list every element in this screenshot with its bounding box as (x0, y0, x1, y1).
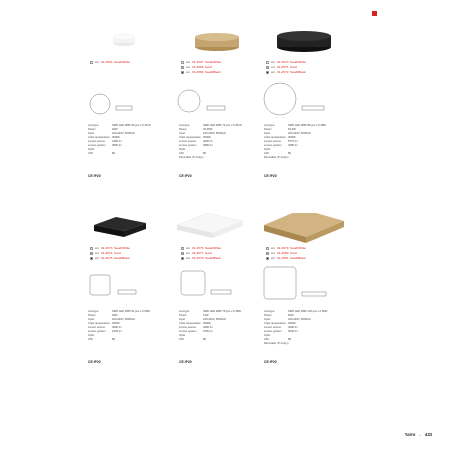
product-photo (177, 27, 259, 59)
spec-table: Led type SMD LED 2835 54 pcs x 0,56W Power 30W Input 220-240V, 50/60Hz Color temperature 3000K Lumen source 3600 lm Lumen system 2345 lm Optic CRI 80 (88, 310, 150, 342)
page-number: 433 (425, 432, 432, 437)
technical-drawing (86, 79, 168, 119)
product-card-2 (177, 27, 259, 177)
spec-row: Led type SMD LED 2835 96 pcs x 0,48 W (88, 124, 151, 127)
footer-brand: Yarro (404, 432, 416, 437)
spec-table: Led type SMD LED 2835 88 pcs x 0,48W Power 53,3W Input 220-240V, 50/60Hz Color temperature 3000K Lumen source 5770 lm Lumen system 3280 lm Optic CRI 80 Dimmable (Tr./rssp) ◐ (264, 124, 326, 160)
spec-row: Power 20W (88, 128, 118, 132)
certification-marks: CE IP20 (179, 360, 192, 364)
certification-marks: CE IP20 (88, 360, 101, 364)
article-list (181, 60, 261, 75)
dimmable-icon: ◐ (288, 156, 290, 160)
article-ref: art. 01-2566 Sand/Black (181, 70, 261, 75)
color-swatch (90, 61, 93, 64)
product-card-1 (86, 27, 168, 177)
certification-marks: CE IP20 (264, 360, 277, 364)
product-card-4 (86, 213, 168, 363)
technical-drawing (177, 265, 259, 305)
article-list: art. 01-2570 Sand/White art. 01-2571 Gold art. 01-2572 Sand/Black (266, 60, 346, 75)
article-ref: art. 01-2567 Sand/White (181, 60, 261, 65)
article-code: 01-2564 (101, 60, 113, 64)
article-list: art. 01-2576 Sand/White art. 01-2577 Gold art. 01-2578 Sand/Black (181, 246, 261, 261)
product-card-6 (262, 213, 344, 363)
certification-marks: CE IP20 (88, 174, 101, 178)
product-photo (86, 213, 168, 245)
certification-marks: CE IP20 (179, 174, 192, 178)
dimmable-icon: ◐ (288, 342, 290, 346)
spec-row: Input 220-240V, 50/60Hz (88, 132, 135, 136)
spec-row: Lumen source 2480 lm (88, 140, 122, 144)
page-footer (405, 432, 432, 437)
product-card-3 (262, 27, 344, 177)
article-ref (90, 60, 170, 65)
spec-row: CRI 80 (88, 152, 115, 156)
technical-drawing (177, 79, 259, 119)
dimmable-icon: ◐ (203, 156, 205, 160)
spec-table (88, 124, 168, 156)
article-list (90, 60, 170, 65)
spec-table: Led type SMD LED 2835 72 pcs x 0,48 W Power 43,05W Input 220-240V, 50/60Hz Color temperature 3000K Lumen source 4000 lm Lumen system 3680 lm Optic CRI 80 Dimmable (Tr./rssp) ◐ (179, 124, 242, 160)
product-card-5 (177, 213, 259, 363)
page-corner-mark (372, 11, 377, 16)
spec-row: Color temperature 3000K (88, 136, 120, 140)
article-list: art. 01-2579 Sand/White art. 01-2580 Gold art. 01-2581 Sand/Black (266, 246, 346, 261)
product-photo (86, 27, 168, 59)
spec-table: Led type SMD LED 2835 78 pcs x 0,48W Power 47W Input 220-240V, 50/60Hz Color temperature 3000K Lumen source 4900 lm Lumen system 3700 lm Optic CRI 80 (179, 310, 241, 342)
spec-row: Lumen system 2800 lm (88, 144, 122, 148)
technical-drawing (86, 265, 168, 305)
article-list: art. 01-2573 Sand/White art. 01-2574 Gold art. 01-2575 Sand/Black (90, 246, 170, 261)
product-photo (262, 27, 344, 59)
spec-table: Led type SMD LED 2835 102 pcs x 0,56W Power 60W Input 220-240V, 50/60Hz Color temperature 3000K Lumen source 4000 lm Lumen system 3540 lm Optic CRI 80 Dimmable (Tr./rssp) ◐ (264, 310, 328, 346)
product-photo (262, 213, 344, 245)
technical-drawing (262, 265, 344, 305)
art-label: art. (95, 60, 100, 64)
arrow-icon: → (417, 432, 422, 437)
technical-drawing (262, 79, 344, 119)
article-finish: Sand/White (114, 60, 131, 64)
certification-marks: CE IP20 (264, 174, 277, 178)
article-ref: art. 01-2568 Gold (181, 65, 261, 70)
spec-row: Optic (88, 148, 95, 152)
product-photo (177, 213, 259, 245)
